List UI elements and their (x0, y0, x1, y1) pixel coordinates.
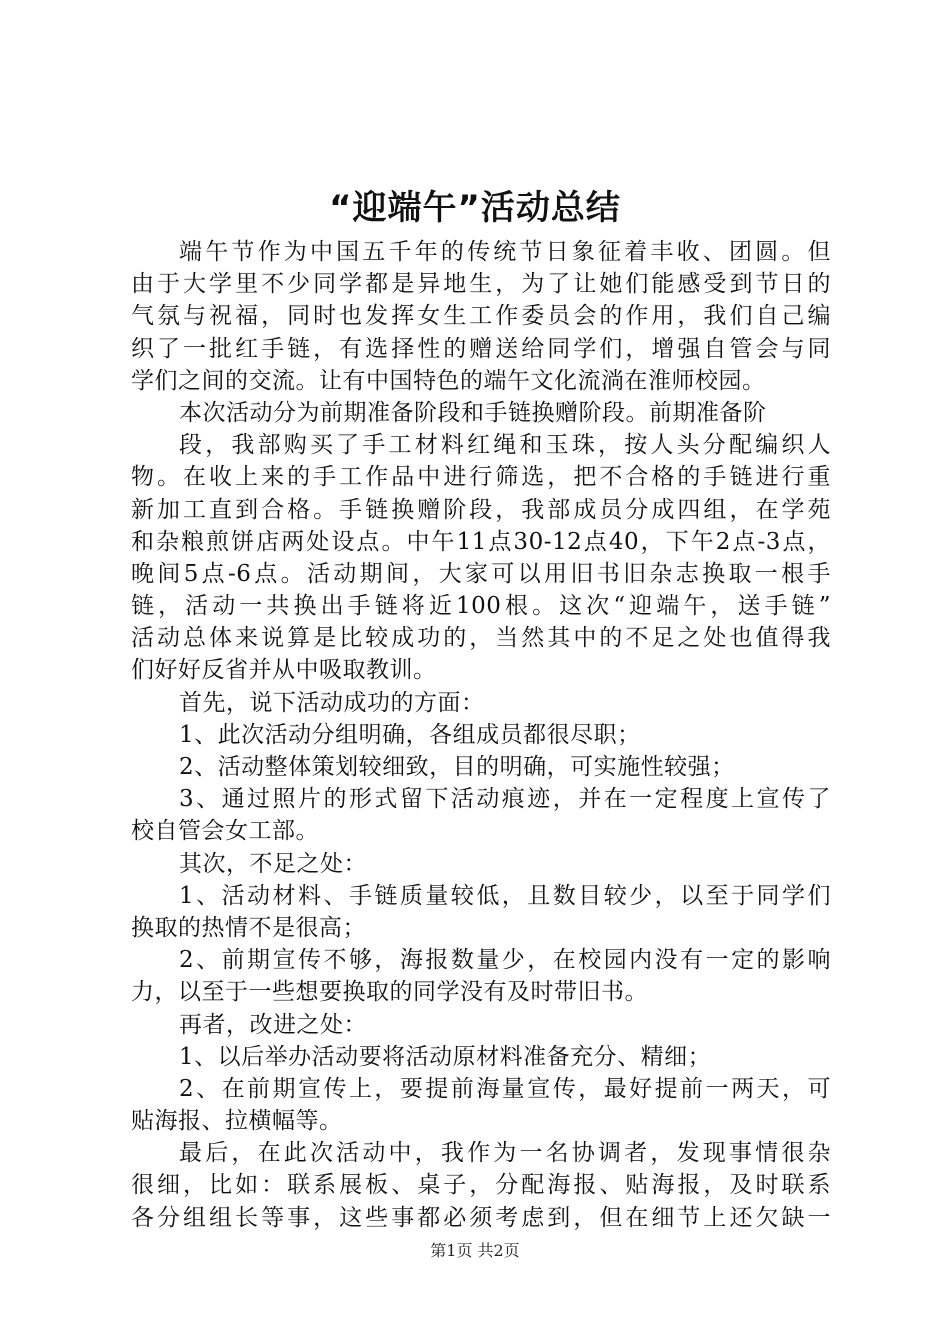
text-line: 换取的热情不是很高； (131, 914, 366, 941)
text-line: 1、活动材料、手链质量较低，且数目较少，以至于同学们 (179, 882, 831, 909)
text-line: 晚间5点-6点。活动期间，大家可以用旧书旧杂志换取一根手 (131, 560, 831, 587)
text-line: 段，我部购买了手工材料红绳和玉珠，按人头分配编织人 (179, 432, 831, 459)
text-line: 首先，说下活动成功的方面： (179, 689, 485, 716)
text-line: 其次，不足之处： (179, 850, 367, 877)
text-line: 3、通过照片的形式留下活动痕迹，并在一定程度上宣传了 (179, 786, 831, 813)
text-line: 2、在前期宣传上，要提前海量宣传，最好提前一两天，可 (179, 1075, 831, 1102)
text-line: 们好好反省并从中吸取教训。 (131, 657, 437, 684)
text-line: 2、前期宣传不够，海报数量少，在校园内没有一定的影响 (179, 947, 831, 974)
text-line: 力，以至于一些想要换取的同学没有及时带旧书。 (131, 979, 648, 1006)
text-line: 1、此次活动分组明确，各组成员都很尽职； (179, 721, 641, 748)
page-footer: 第1页 共2页 (430, 1241, 520, 1260)
text-line: 活动总体来说算是比较成功的，当然其中的不足之处也值得我 (131, 625, 831, 652)
text-line: 气氛与祝福，同时也发挥女生工作委员会的作用，我们自己编 (131, 303, 831, 330)
text-line: 很细，比如：联系展板、桌子，分配海报、贴海报，及时联系 (131, 1172, 831, 1199)
text-line: 和杂粮煎饼店两处设点。中午11点30-12点40，下午2点-3点， (131, 528, 831, 555)
text-line: 物。在收上来的手工作品中进行筛选，把不合格的手链进行重 (131, 464, 831, 491)
text-line: 链，活动一共换出手链将近100根。这次“迎端午，送手链” (131, 593, 831, 620)
text-line: 2、活动整体策划较细致，目的明确，可实施性较强； (179, 754, 735, 780)
document-body (131, 236, 831, 1234)
text-line: 新加工直到合格。手链换赠阶段，我部成员分成四组，在学苑 (131, 496, 831, 523)
text-line: 各分组组长等事，这些事都必须考虑到，但在细节上还欠缺一 (131, 1204, 831, 1231)
document-title: “迎端午”活动总结 (329, 188, 621, 228)
text-line: 织了一批红手链，有选择性的赠送给同学们，增强自管会与同 (131, 335, 831, 362)
text-line: 由于大学里不少同学都是异地生，为了让她们能感受到节日的 (131, 271, 831, 298)
text-line: 端午节作为中国五千年的传统节日象征着丰收、团圆。但 (179, 239, 831, 265)
text-line: 本次活动分为前期准备阶段和手链换赠阶段。前期准备阶 (179, 399, 767, 426)
text-line: 1、以后举办活动要将活动原材料准备充分、精细； (179, 1043, 712, 1070)
text-line: 学们之间的交流。让有中国特色的端午文化流淌在淮师校园。 (131, 367, 766, 394)
text-line: 再者，改进之处： (179, 1011, 367, 1038)
text-line: 最后，在此次活动中，我作为一名协调者，发现事情很杂 (179, 1140, 831, 1167)
text-line: 贴海报、拉横幅等。 (131, 1108, 343, 1135)
text-line: 校自管会女工部。 (131, 818, 319, 845)
